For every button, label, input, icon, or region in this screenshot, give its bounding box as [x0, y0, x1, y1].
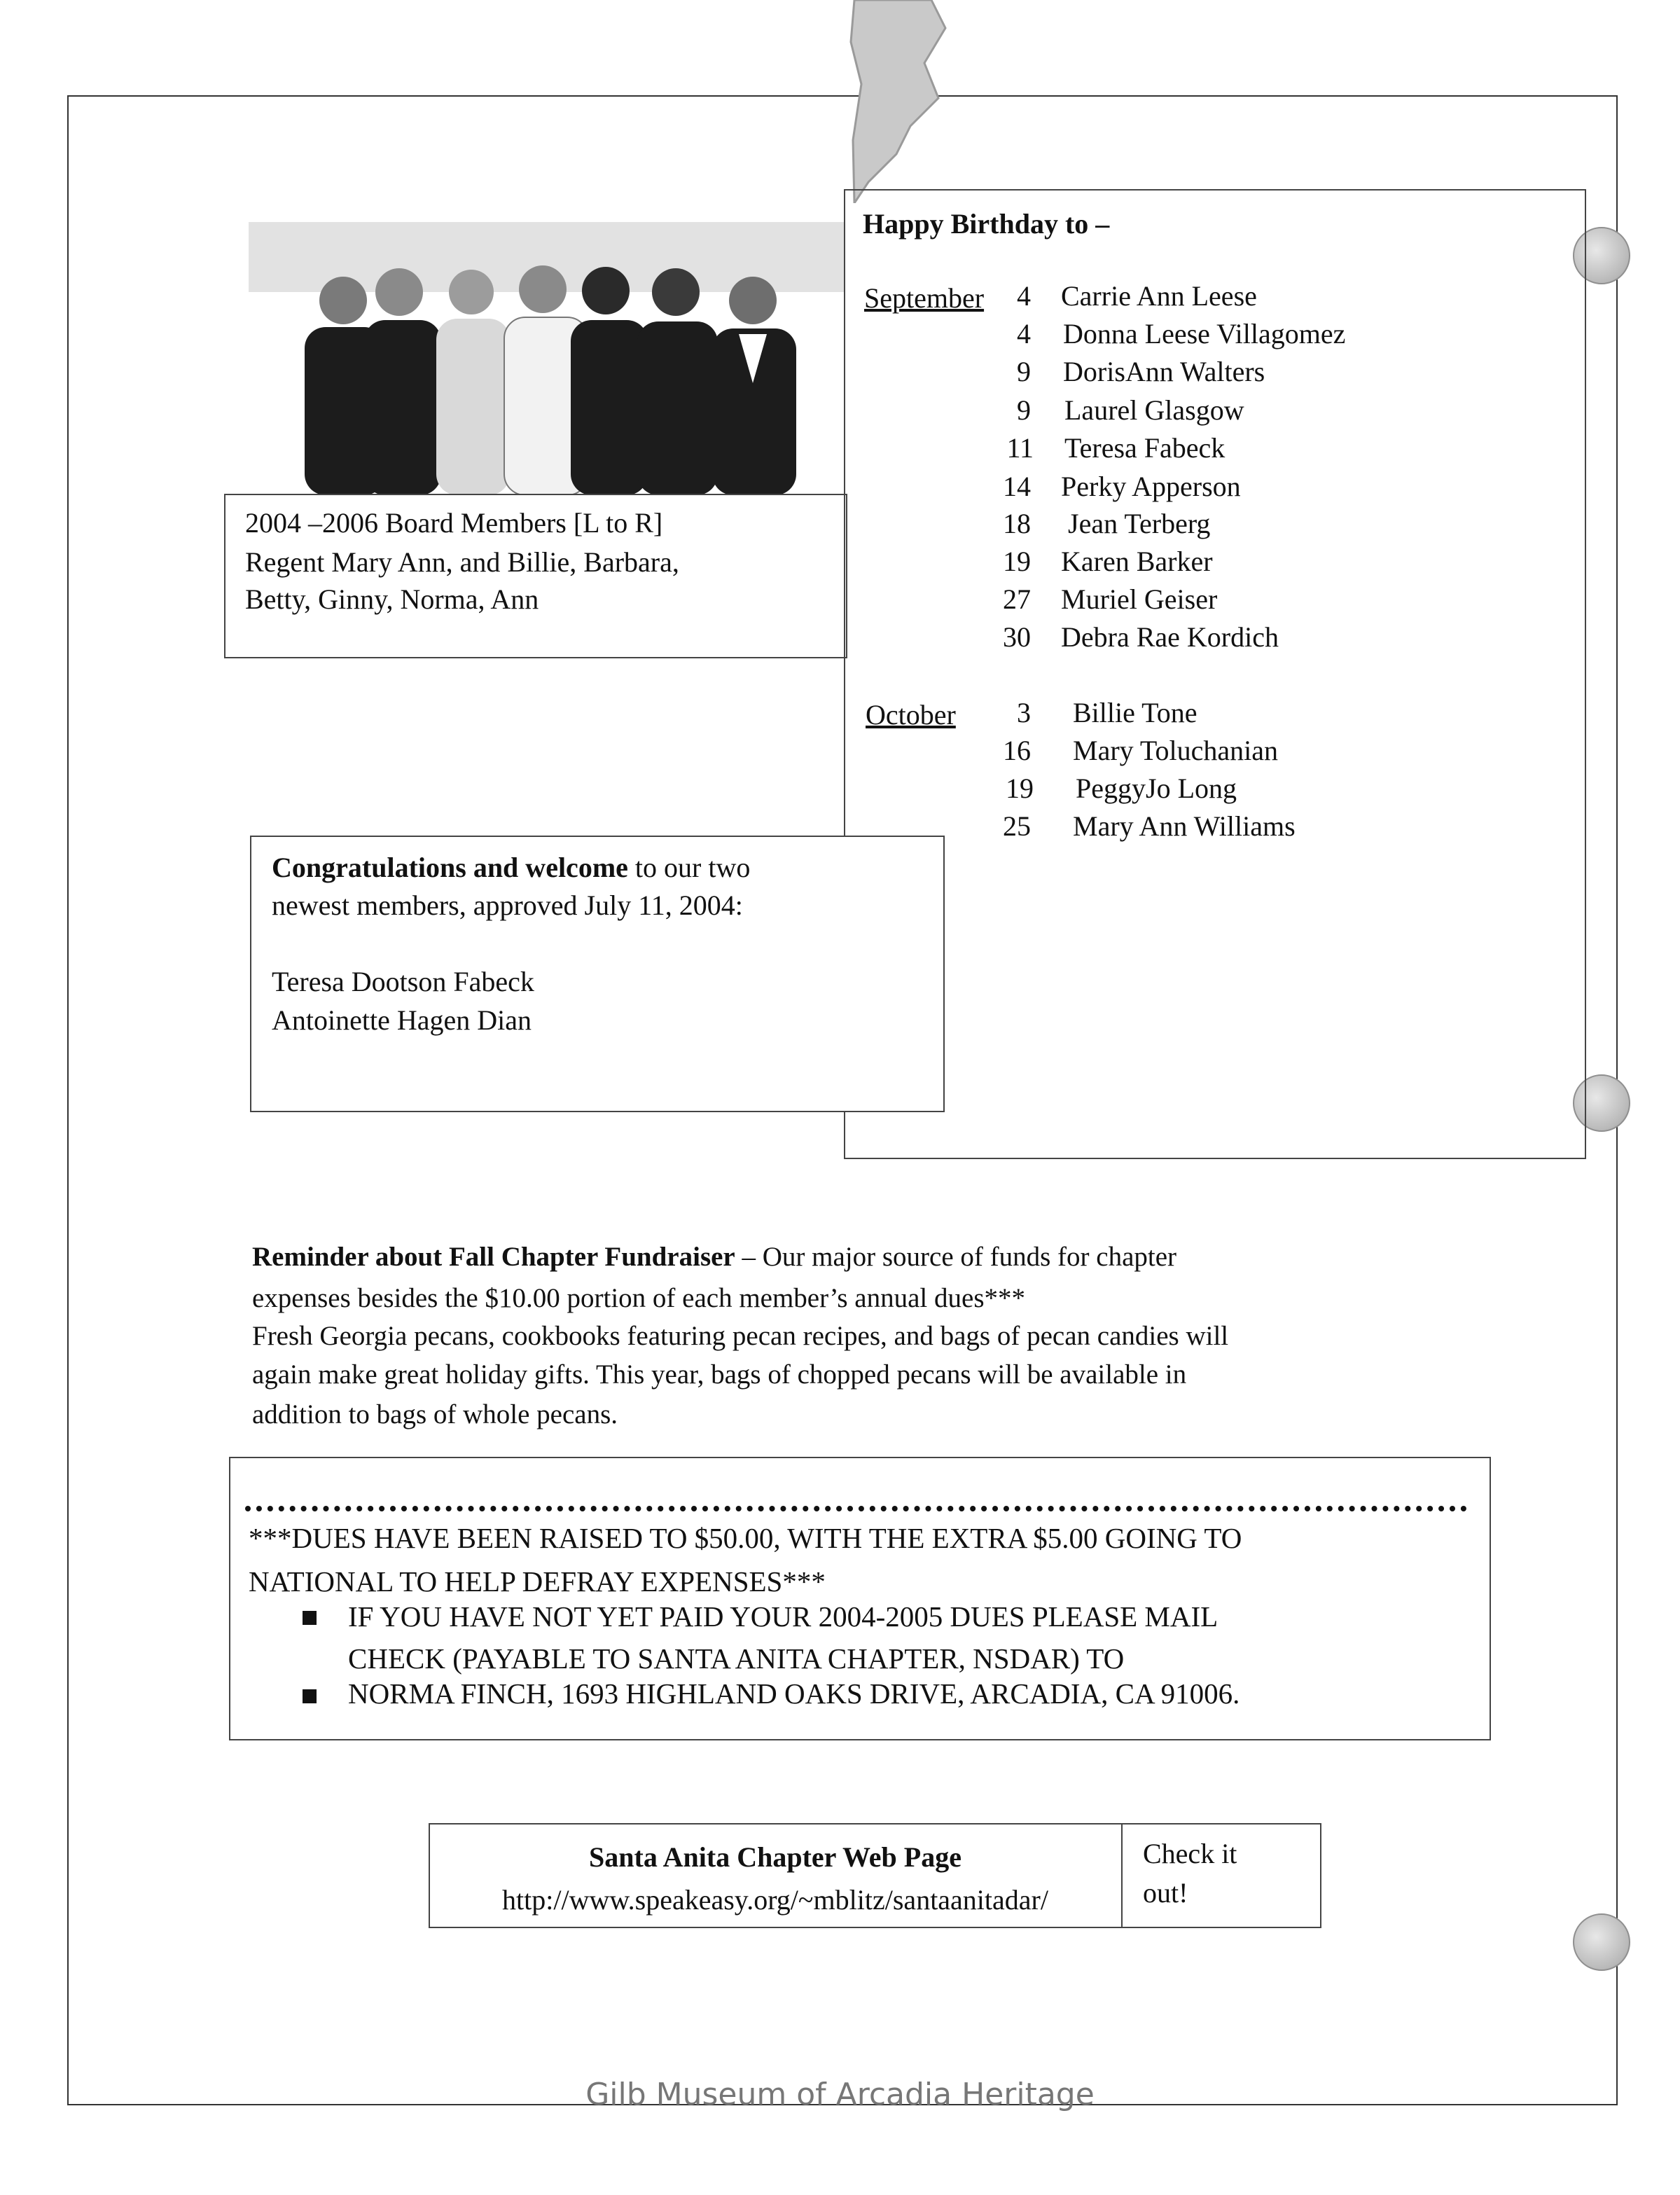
fundraiser-line-5: addition to bags of whole pecans.	[252, 1399, 618, 1429]
birthday-name: Billie Tone	[1073, 697, 1197, 728]
new-member-1: Teresa Dootson Fabeck	[272, 966, 534, 997]
check-it-out-line-2: out!	[1143, 1877, 1188, 1909]
birthday-name: Donna Leese Villagomez	[1063, 318, 1346, 349]
birthday-name: PeggyJo Long	[1076, 773, 1237, 804]
month-september: September	[864, 282, 985, 314]
birthday-day: 19	[1003, 546, 1031, 577]
new-member-2: Antoinette Hagen Dian	[272, 1004, 532, 1036]
dues-line-2: NATIONAL TO HELP DEFRAY EXPENSES***	[249, 1565, 826, 1598]
web-page-title: Santa Anita Chapter Web Page	[589, 1841, 962, 1873]
photo-caption-line-3: Betty, Ginny, Norma, Ann	[245, 583, 539, 615]
birthday-day: 4	[1017, 318, 1031, 349]
month-october: October	[866, 699, 956, 730]
dues-bullet-1-line-1: IF YOU HAVE NOT YET PAID YOUR 2004-2005 DUES PLEASE MAIL	[348, 1600, 1219, 1633]
birthday-day: 9	[1017, 356, 1031, 387]
birthday-name: DorisAnn Walters	[1063, 356, 1265, 387]
torn-corner	[840, 0, 959, 203]
fundraiser-line-4: again make great holiday gifts. This year, bags of chopped pecans will be available in	[252, 1359, 1187, 1390]
welcome-rest-text: to our two	[627, 852, 751, 883]
dues-bullet-2: NORMA FINCH, 1693 HIGHLAND OAKS DRIVE, ARCADIA, CA 91006.	[348, 1677, 1240, 1710]
birthday-name: Debra Rae Kordich	[1061, 621, 1279, 653]
dues-bullet-1-line-2: CHECK (PAYABLE TO SANTA ANITA CHAPTER, NSDAR) TO	[348, 1642, 1125, 1675]
birthday-day: 3	[1017, 697, 1031, 728]
punch-hole-bottom	[1573, 1913, 1630, 1971]
fundraiser-line-1	[252, 1236, 1176, 1278]
birthday-name: Mary Toluchanian	[1073, 735, 1279, 766]
welcome-bold-text: Congratulations and welcome	[272, 852, 628, 883]
bullet-1	[303, 1611, 317, 1625]
birthdays-heading: Happy Birthday to –	[863, 208, 1110, 240]
fundraiser-line-2: expenses besides the $10.00 portion of each member’s annual dues***	[252, 1283, 1025, 1313]
board-members-photo	[249, 222, 844, 495]
birthday-day: 25	[1003, 810, 1031, 842]
birthday-day: 14	[1003, 471, 1031, 502]
birthday-name: Laurel Glasgow	[1064, 394, 1244, 426]
dues-line-1: ***DUES HAVE BEEN RAISED TO $50.00, WITH THE EXTRA $5.00 GOING TO	[249, 1522, 1242, 1554]
birthday-day: 4	[1017, 280, 1031, 312]
fundraiser-rest-text: – Our major source of funds for chapter	[735, 1242, 1177, 1272]
birthday-day: 18	[1003, 508, 1031, 539]
birthday-name: Perky Apperson	[1061, 471, 1241, 502]
birthday-name: Jean Terberg	[1068, 508, 1211, 539]
birthday-day: 27	[1003, 583, 1031, 615]
birthday-name: Carrie Ann Leese	[1061, 280, 1257, 312]
museum-watermark: Gilb Museum of Arcadia Heritage	[585, 2077, 1095, 2112]
birthday-day: 16	[1003, 735, 1031, 766]
birthday-name: Teresa Fabeck	[1064, 432, 1226, 464]
birthday-day: 11	[1006, 432, 1034, 464]
bullet-2	[303, 1689, 317, 1703]
birthday-name: Mary Ann Williams	[1073, 810, 1296, 842]
birthday-name: Muriel Geiser	[1061, 583, 1218, 615]
fundraiser-bold-text: Reminder about Fall Chapter Fundraiser	[252, 1242, 735, 1272]
dotted-rule	[245, 1506, 1467, 1518]
photo-caption-line-1: 2004 –2006 Board Members [L to R]	[245, 507, 663, 539]
welcome-line-2: newest members, approved July 11, 2004:	[272, 889, 743, 921]
fundraiser-line-3: Fresh Georgia pecans, cookbooks featuring pecan recipes, and bags of pecan candies will	[252, 1321, 1229, 1351]
birthday-day: 19	[1006, 773, 1034, 804]
photo-caption-line-2: Regent Mary Ann, and Billie, Barbara,	[245, 546, 679, 578]
check-it-out-line-1: Check it	[1143, 1838, 1237, 1869]
web-page-url[interactable]: http://www.speakeasy.org/~mblitz/santaanitadar/	[502, 1884, 1048, 1916]
birthday-day: 30	[1003, 621, 1031, 653]
welcome-line-1	[272, 849, 750, 887]
birthday-day: 9	[1017, 394, 1031, 426]
birthday-name: Karen Barker	[1061, 546, 1213, 577]
